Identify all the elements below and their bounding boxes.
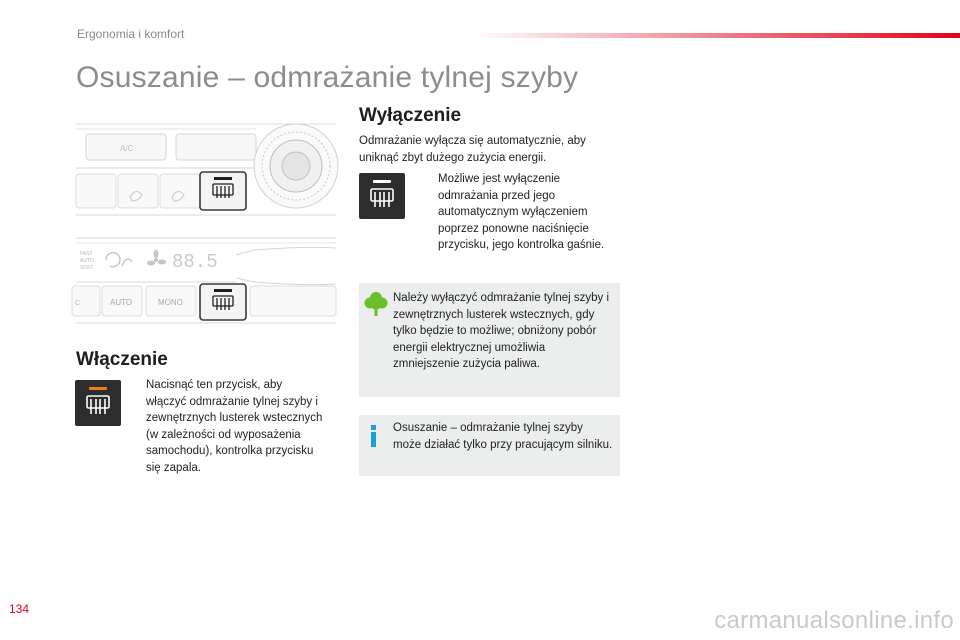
temperature-display: 88.5 (172, 251, 218, 273)
climate-panel-illustration (76, 120, 336, 328)
fast-label: FAST (80, 251, 93, 257)
rear-defrost-icon (75, 380, 121, 426)
eco-note (359, 283, 620, 397)
soft-label: SOFT (80, 265, 94, 271)
page-number: 134 (9, 602, 30, 616)
c-button-label: C (75, 300, 81, 307)
info-note (359, 415, 620, 476)
info-note-text: Osuszanie – odmrażanie tylnej szyby może działać tylko przy pracującym silniku. (393, 422, 613, 451)
bullet-off-text: Możliwe jest wyłączenie odmrażania przed jego automatycznym wyłączeniem poprzez ponowne naciśnięcie przycisku, jego kontrolka gaśnie. (438, 173, 605, 251)
header-accent-bar (470, 33, 960, 38)
eco-note-text: Należy wyłączyć odmrażanie tylnej szyby i zewnętrznych lusterek wstecznych, gdy tylko będzie to możliwe; obniżony pobór energii elektrycznej umożliwia zmniejszenie zużycia paliwa. (393, 292, 610, 370)
rear-defrost-icon (359, 173, 405, 219)
rear-defrost-button-illustration (75, 380, 121, 426)
section-header: Ergonomia i komfort (77, 27, 185, 41)
watermark: carmanualsonline.info (714, 607, 954, 634)
section-heading-on: Włączenie (76, 349, 168, 370)
eco-tree-icon (364, 291, 388, 317)
auto-button-label: AUTO (110, 298, 133, 307)
section-heading-off: Wyłączenie (359, 105, 462, 126)
rear-defrost-button-off-illustration (359, 173, 405, 219)
info-icon (369, 425, 379, 447)
off-intro-text: Odmrażanie wyłącza się automatycznie, aby uniknąć zbyt dużego zużycia energii. (359, 135, 586, 164)
ac-label: A/C (120, 144, 134, 153)
auto-label: AUTO (80, 258, 94, 264)
page-title: Osuszanie – odmrażanie tylnej szyby (76, 61, 579, 94)
mono-button-label: MONO (158, 298, 183, 307)
bullet-on-text: Nacisnąć ten przycisk, aby włączyć odmrażanie tylnej szyby i zewnętrznych lusterek wstecznych (w zależności od wyposażenia samochodu), kontrolka przycisku się zapala. (146, 379, 323, 474)
